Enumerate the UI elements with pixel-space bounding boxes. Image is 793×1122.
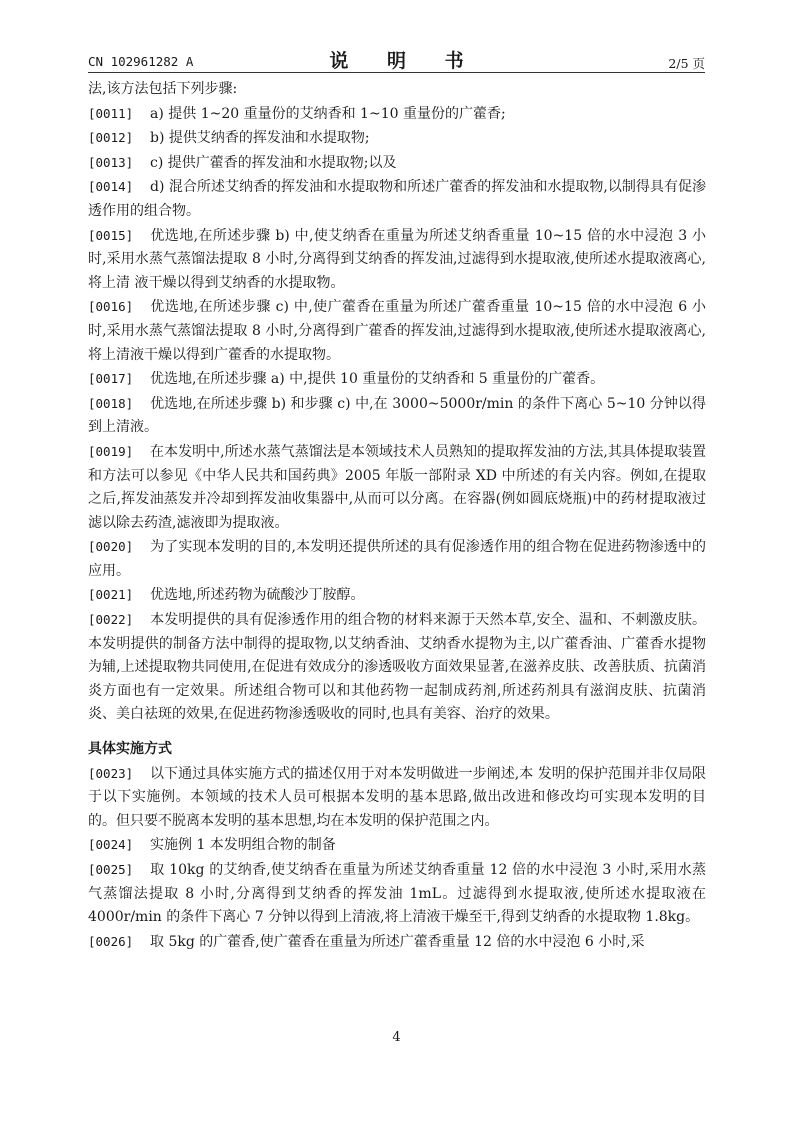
paragraph: 法,该方法包括下列步骤: — [88, 81, 238, 97]
paragraph: [0012] b) 提供艾纳香的挥发油和水提取物; — [88, 126, 706, 151]
paragraph-number: [0017] — [88, 371, 134, 387]
paragraph-number: [0026] — [88, 933, 134, 949]
paragraph: [0018] 优选地,在所述步骤 b) 和步骤 c) 中,在 3000~5000r/min 的条件下离心 5~10 分钟以得到上清液。 — [88, 392, 706, 440]
paragraph: [0020] 为了实现本发明的目的,本发明还提供所述的具有促渗透作用的组合物在促进药物渗透中的应用。 — [88, 535, 706, 583]
document-body — [88, 78, 706, 954]
paragraph-number: [0013] — [88, 154, 134, 170]
paragraph-number: [0012] — [88, 130, 134, 146]
paragraph: [0019] 在本发明中,所述水蒸气蒸馏法是本领域技术人员熟知的提取挥发油的方法,其具体提取装置和方法可以参见《中华人民共和国药典》2005 年版一部附录 XD 中所述的有关内容。例如,在提取之后,挥发油蒸发并冷却到挥发油收集器中,从而可以分离。在容器(例如圆底烧瓶)中的药材提取液过滤以除去药渣,滤液即为提取液。 — [88, 440, 706, 535]
paragraph-number: [0015] — [88, 227, 134, 243]
paragraph: [0013] c) 提供广藿香的挥发油和水提取物;以及 — [88, 151, 706, 176]
paragraph: [0024] 实施例 1 本发明组合物的制备 — [88, 833, 706, 858]
paragraph: [0014] d) 混合所述艾纳香的挥发油和水提取物和所述广藿香的挥发油和水提取物,以制得具有促渗透作用的组合物。 — [88, 175, 706, 223]
paragraph: [0017] 优选地,在所述步骤 a) 中,提供 10 重量份的艾纳香和 5 重量份的广藿香。 — [88, 367, 706, 392]
paragraph: [0025] 取 10kg 的艾纳香,使艾纳香在重量为所述艾纳香重量 12 倍的水中浸泡 3 小时,采用水蒸气蒸馏法提取 8 小时,分离得到艾纳香的挥发油 1mL。过滤得到水提取液,使所述水提取液在 4000r/min 的条件下离心 7 分钟以得到上清液,将上清液干燥至干,得到艾纳香的水提取物 1.8kg。 — [88, 858, 706, 930]
paragraph: [0023] 以下通过具体实施方式的描述仅用于对本发明做进一步阐述,本 发明的保护范围并非仅局限于以下实施例。本领域的技术人员可根据本发明的基本思路,做出改进和修改均可实现本发明的目的。但只要不脱离本发明的基本思想,均在本发明的保护范围之内。 — [88, 762, 706, 834]
paragraph-number: [0011] — [88, 105, 134, 121]
paragraph: [0011] a) 提供 1~20 重量份的艾纳香和 1~10 重量份的广藿香; — [88, 102, 706, 127]
page-header — [88, 44, 705, 72]
page-number: 4 — [392, 1030, 401, 1045]
paragraph: [0015] 优选地,在所述步骤 b) 中,使艾纳香在重量为所述艾纳香重量 10~15 倍的水中浸泡 3 小时,采用水蒸气蒸馏法提取 8 小时,分离得到艾纳香的挥发油,过滤得到水提取液,使所述水提取液离心,将上清 液干燥以得到艾纳香的水提取物。 — [88, 224, 706, 296]
paragraph-number: [0018] — [88, 395, 134, 411]
paragraph-number: [0020] — [88, 539, 134, 555]
paragraph-number: [0014] — [88, 179, 134, 195]
page-indicator: 2/5 页 — [668, 56, 705, 71]
paragraph: [0022] 本发明提供的具有促渗透作用的组合物的材料来源于天然本草,安全、温和、不刺激皮肤。本发明提供的制备方法中制得的提取物,以艾纳香油、艾纳香水提物为主,以广藿香油、广藿香水提物为辅,上述提取物共同使用,在促进有效成分的渗透吸收方面效果显著,在滋养皮肤、改善肤质、抗菌消炎方面也有一定效果。所述组合物可以和其他药物一起制成药剂,所述药剂具有滋润皮肤、抗菌消炎、美白祛斑的效果,在促进药物渗透吸收的同时,也具有美容、治疗的效果。 — [88, 608, 706, 727]
paragraph-number: [0025] — [88, 862, 134, 877]
header-rule — [88, 72, 705, 73]
document-title: 说 明 书 — [329, 50, 480, 72]
paragraph-number: [0024] — [88, 837, 134, 853]
paragraph-number: [0022] — [88, 612, 134, 628]
paragraph: [0026] 取 5kg 的广藿香,使广藿香在重量为所述广藿香重量 12 倍的水中浸泡 6 小时,采 — [88, 930, 706, 955]
document-number: CN 102961282 A — [88, 54, 194, 69]
paragraph: [0021] 优选地,所述药物为硫酸沙丁胺醇。 — [88, 583, 706, 608]
paragraph-number: [0023] — [88, 765, 134, 781]
paragraph-number: [0019] — [88, 443, 134, 459]
paragraph: [0016] 优选地,在所述步骤 c) 中,使广藿香在重量为所述广藿香重量 10~15 倍的水中浸泡 6 小时,采用水蒸气蒸馏法提取 8 小时,分离得到广藿香的挥发油,过滤得到水提取液,使所述水提取液离心,将上清液干燥以得到广藿香的水提取物。 — [88, 295, 706, 367]
paragraph-number: [0021] — [88, 587, 134, 603]
paragraph-number: [0016] — [88, 299, 134, 315]
section-heading: 具体实施方式 — [88, 741, 172, 758]
